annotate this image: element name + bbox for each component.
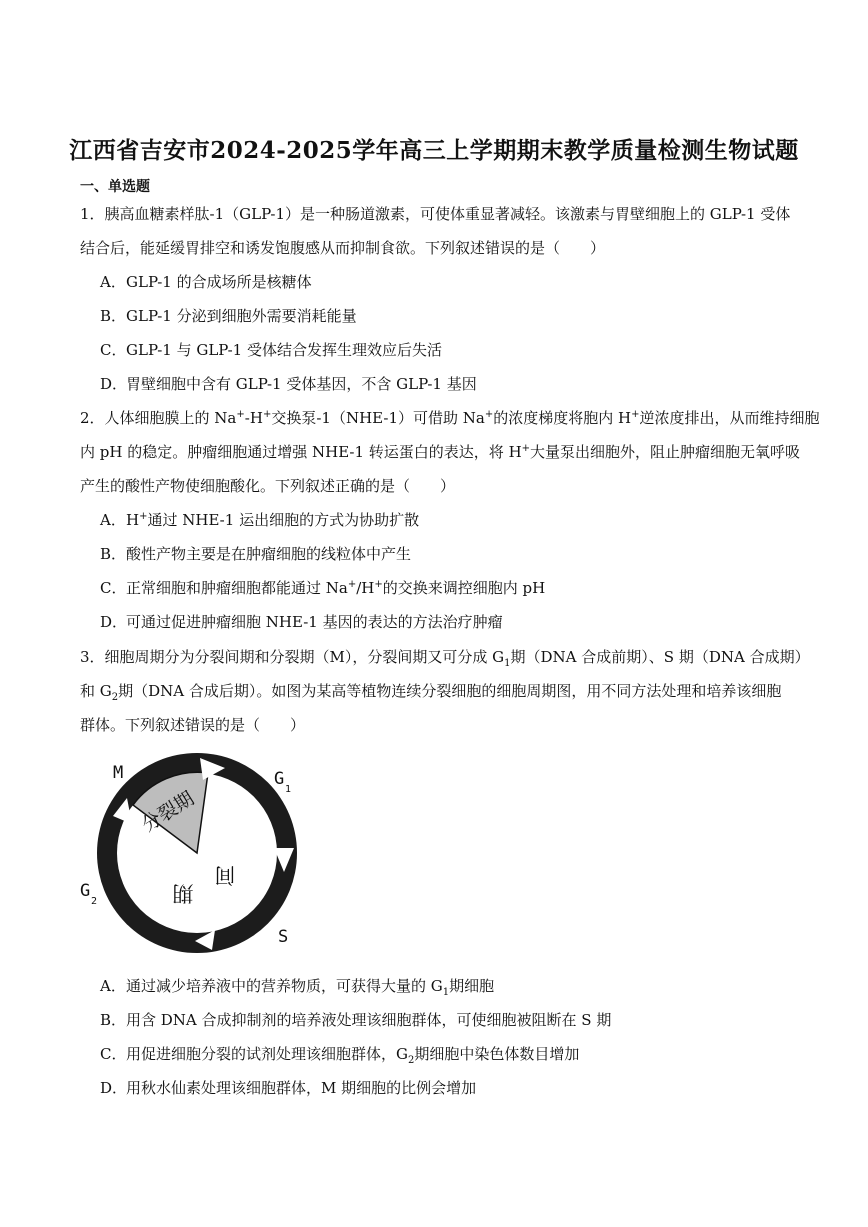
question-1-options [100, 265, 477, 401]
question-3-options [100, 969, 611, 1105]
option-b[interactable]: B．酸性产物主要是在肿瘤细胞的线粒体中产生 [100, 545, 412, 563]
label-m: M [113, 763, 124, 783]
option-b[interactable]: B．GLP-1 分泌到细胞外需要消耗能量 [100, 307, 357, 325]
label-g2-sub: 2 [91, 896, 98, 907]
option-b[interactable]: B．用含 DNA 合成抑制剂的培养液处理该细胞群体，可使细胞被阻断在 S 期 [100, 1011, 612, 1029]
question-2-options [100, 503, 545, 639]
label-g1: G [274, 769, 285, 789]
option-d[interactable]: D．可通过促进肿瘤细胞 NHE-1 基因的表达的方法治疗肿瘤 [100, 613, 503, 631]
question-3-stem: 3．细胞周期分为分裂间期和分裂期（M），分裂间期又可分成 $G_1$期（DNA 合成前期）、S 期（DNA 合成期） 和 $G_2$期（DNA 合成后期）。如图为某高等植物连续分裂细胞的细胞周期图，用不同方法处理和培养该细胞 群体。下列叙述错误的是（ ） [80, 648, 810, 734]
label-g2: G [80, 881, 91, 901]
option-d[interactable]: D．胃壁细胞中含有 GLP-1 受体基因，不含 GLP-1 基因 [100, 375, 477, 393]
option-a[interactable]: A．通过减少培养液中的营养物质，可获得大量的 $G_1$期细胞 [100, 977, 495, 998]
option-a[interactable]: A．H+通过 NHE-1 运出细胞的方式为协助扩散 [100, 511, 420, 529]
label-s: S [278, 927, 289, 947]
interphase-char-1: 间 [214, 863, 236, 887]
question-1-stem: 1．胰高血糖素样肽-1（GLP-1）是一种肠道激素，可使体重显著减轻。该激素与胃壁细胞上的 GLP-1 受体 结合后，能延缓胃排空和诱发饱腹感从而抑制食欲。下列叙述错误的是（ ） [80, 205, 791, 257]
interphase-char-2: 期 [172, 881, 194, 905]
option-c[interactable]: C．用促进细胞分裂的试剂处理该细胞群体，$G_2$期细胞中染色体数目增加 [100, 1045, 580, 1066]
option-d[interactable]: D．用秋水仙素处理该细胞群体，M 期细胞的比例会增加 [100, 1079, 477, 1097]
option-a[interactable]: A．GLP-1 的合成场所是核糖体 [100, 273, 312, 291]
mitosis-label: 分裂期 [137, 787, 199, 837]
cell-cycle-diagram [70, 750, 330, 965]
question-2-stem: 2．人体细胞膜上的 Na+-H+交换泵-1（NHE-1）可借助 Na+的浓度梯度将胞内 H+逆浓度排出，从而维持细胞 内 pH 的稳定。肿瘤细胞通过增强 NHE-1 转运蛋白的表达，将 H+大量泵出细胞外，阻止肿瘤细胞无氧呼吸 产生的酸性产物使细胞酸化。下列叙述正确的是（ ） [80, 409, 820, 495]
page-title: 江西省吉安市2024-2025学年高三上学期期末教学质量检测生物试题 [69, 137, 799, 164]
label-g1-sub: 1 [285, 784, 292, 795]
option-c[interactable]: C．GLP-1 与 GLP-1 受体结合发挥生理效应后失活 [100, 341, 442, 359]
option-c[interactable]: C．正常细胞和肿瘤细胞都能通过 Na+/H+的交换来调控细胞内 pH [100, 579, 546, 597]
section-heading: 一、单选题 [80, 179, 150, 195]
